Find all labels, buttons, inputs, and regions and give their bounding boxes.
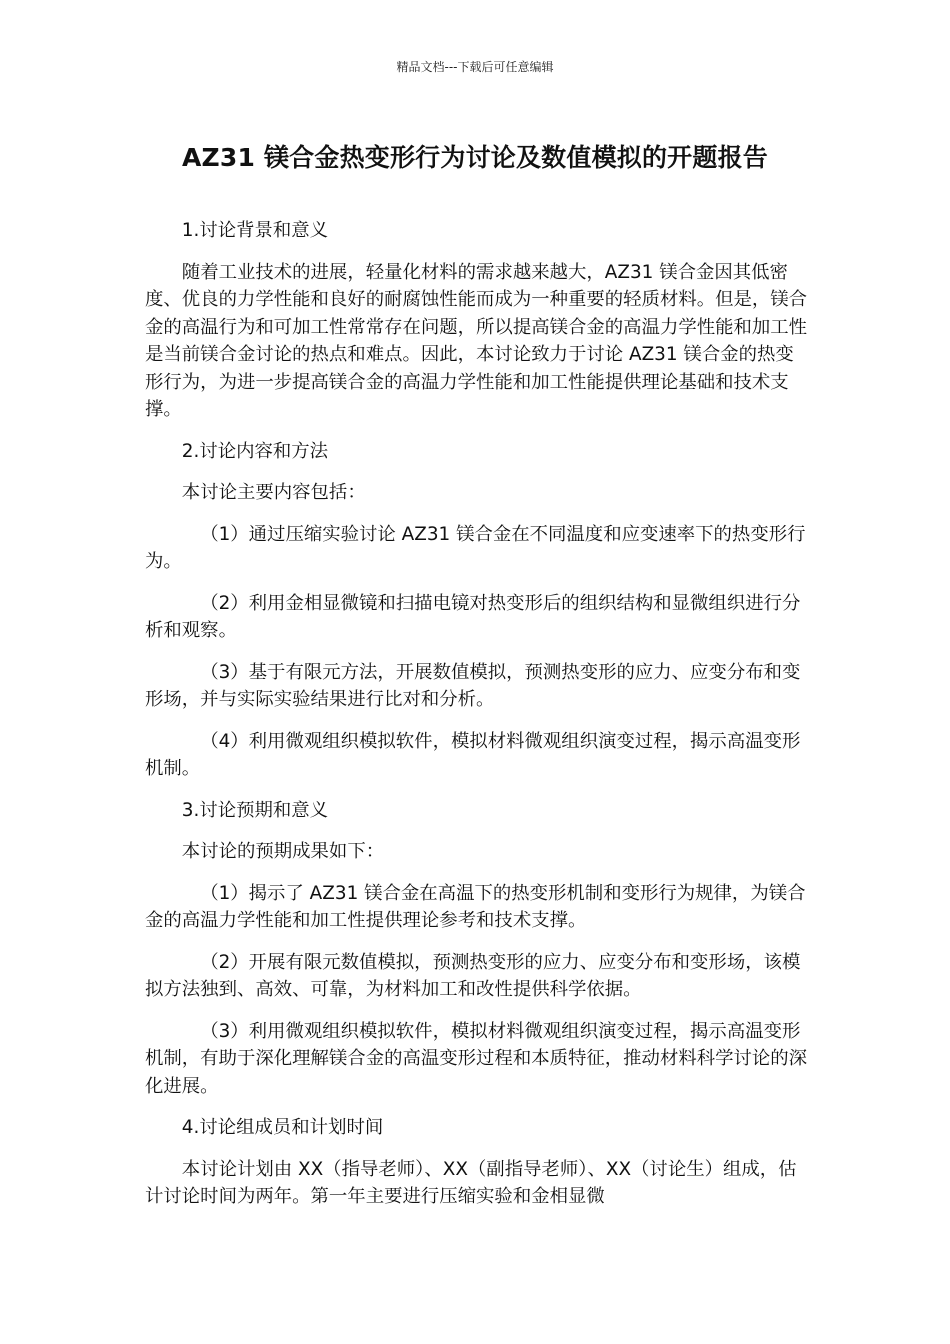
list-item: （2）利用金相显微镜和扫描电镜对热变形后的组织结构和显微组织进行分析和观察。 — [145, 592, 801, 641]
section-heading: 1.讨论背景和意义 — [181, 220, 329, 241]
list-item: （1）揭示了 AZ31 镁合金在高温下的热变形机制和变形行为规律，为镁合金的高温力学性能和加工性提供理论参考和技术支撑。 — [145, 882, 806, 931]
section-heading: 3.讨论预期和意义 — [181, 799, 329, 821]
section-heading: 4.讨论组成员和计划时间 — [181, 1117, 384, 1138]
list-item: （3）利用微观组织模拟软件，模拟材料微观组织演变过程，揭示高温变形机制，有助于深化理解镁合金的高温变形过程和本质特征，推动材料科学讨论的深化进展。 — [145, 1020, 808, 1097]
document-body — [145, 217, 810, 1225]
document-title: AZ31 镁合金热变形行为讨论及数值模拟的开题报告 — [182, 143, 768, 172]
list-item: （4）利用微观组织模拟软件，模拟材料微观组织演变过程，揭示高温变形机制。 — [145, 730, 801, 779]
paragraph: 本讨论的预期成果如下： — [181, 841, 385, 862]
paragraph: 本讨论计划由 XX（指导老师）、XX（副指导老师）、XX（讨论生）组成，估计讨论时间为两年。第一年主要进行压缩实验和金相显微 — [145, 1158, 797, 1207]
paragraph: 随着工业技术的进展，轻量化材料的需求越来越大，AZ31 镁合金因其低密度、优良的力学性能和良好的耐腐蚀性能而成为一种重要的轻质材料。但是，镁合金的高温行为和可加工性常常存在问题，所以提高镁合金的高温力学性能和加工性是当前镁合金讨论的热点和难点。因此，本讨论致力于讨论 AZ31 镁合金的热变形行为，为进一步提高镁合金的高温力学性能和加工性能提供理论基础和技术支撑。 — [145, 261, 808, 420]
list-item: （2）开展有限元数值模拟，预测热变形的应力、应变分布和变形场，该模拟方法独到、高效、可靠，为材料加工和改性提供科学依据。 — [145, 951, 801, 1000]
section-heading: 2.讨论内容和方法 — [181, 440, 329, 462]
header-note: 精品文档---下载后可任意编辑 — [396, 60, 554, 74]
list-item: （3）基于有限元方法，开展数值模拟，预测热变形的应力、应变分布和变形场，并与实际实验结果进行比对和分析。 — [145, 661, 801, 710]
paragraph: 本讨论主要内容包括： — [181, 482, 366, 503]
list-item: （1）通过压缩实验讨论 AZ31 镁合金在不同温度和应变速率下的热变形行为。 — [145, 523, 806, 572]
